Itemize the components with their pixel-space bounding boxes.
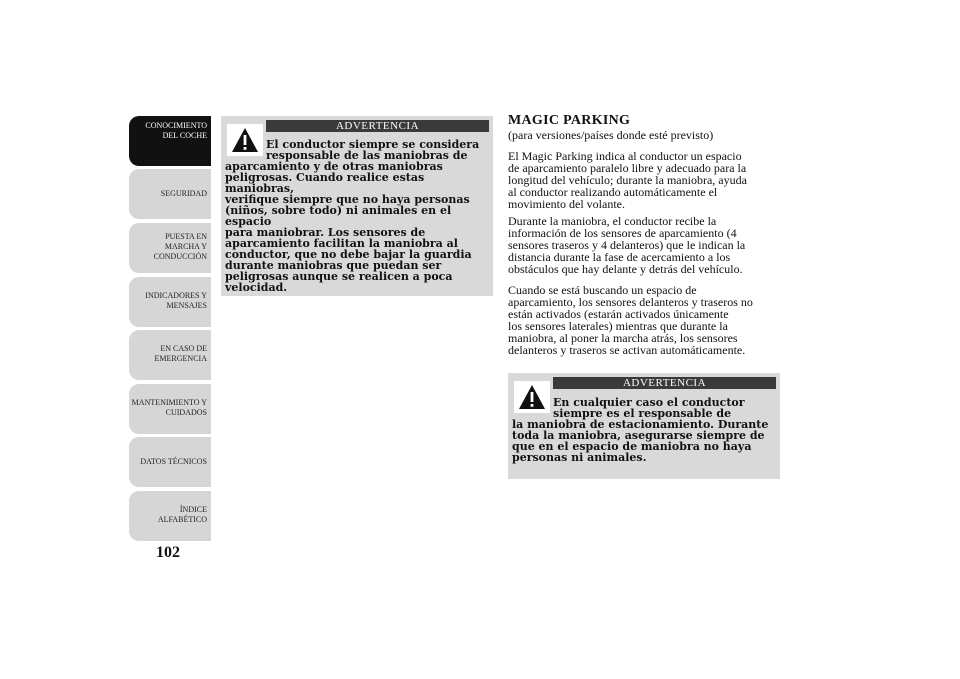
sidebar-item-label: MENSAJES	[166, 301, 207, 310]
sidebar-item-label: ÍNDICE	[179, 505, 207, 514]
paragraph-line: distancia durante la fase de acercamiento a los	[508, 250, 731, 264]
warning-line: verifique siempre que no haya personas	[225, 193, 470, 206]
paragraph-line: Cuando se está buscando un espacio de	[508, 283, 697, 297]
section-title: MAGIC PARKING	[508, 113, 631, 128]
warning-line: para maniobrar. Los sensores de	[225, 226, 426, 239]
warning-line: la maniobra de estacionamiento. Durante	[512, 418, 769, 431]
warning-line: toda la maniobra, asegurarse siempre de	[512, 429, 765, 442]
sidebar-item-label: INDICADORES Y	[145, 291, 207, 300]
sidebar-item-label: ALFABÉTICO	[157, 515, 207, 524]
warning-line: personas ni animales.	[512, 451, 647, 464]
sidebar-item-label: CUIDADOS	[165, 408, 207, 417]
sidebar-item-label: DATOS TÉCNICOS	[140, 457, 207, 466]
paragraph	[508, 150, 784, 210]
sidebar-item-label: CONDUCCIÓN	[153, 252, 207, 261]
warning-line: siempre es el responsable de	[553, 407, 732, 420]
section-subtitle: (para versiones/países donde esté previsto)	[508, 128, 714, 142]
sidebar-item-indice-alfabetico[interactable]	[129, 491, 211, 541]
warning-line: (niños, sobre todo) ni animales en el espacio	[225, 204, 452, 228]
paragraph-line: información de los sensores de aparcamiento (4	[508, 226, 737, 240]
paragraph	[508, 284, 784, 356]
warning-header: ADVERTENCIA	[266, 120, 489, 132]
sidebar-item-datos-tecnicos[interactable]	[129, 437, 211, 487]
paragraph-line: El Magic Parking indica al conductor un espacio	[508, 149, 742, 163]
sidebar-item-indicadores-y-mensajes[interactable]	[129, 277, 211, 327]
warning-text	[512, 397, 778, 463]
warning-line: peligrosas. Cuando realice estas maniobras,	[225, 171, 425, 195]
paragraph-line: obstáculos que hay delante y detrás del vehículo.	[508, 262, 743, 276]
paragraph-line: maniobra, al poner la marcha atrás, los sensores	[508, 331, 738, 345]
warning-line: El conductor siempre se considera	[266, 138, 480, 151]
paragraph-line: Durante la maniobra, el conductor recibe la	[508, 214, 717, 228]
paragraph-line: están activados (estarán activados únicamente	[508, 307, 729, 321]
paragraph-line: los sensores laterales) mientras que durante la	[508, 319, 728, 333]
warning-header: ADVERTENCIA	[553, 377, 776, 389]
warning-text	[225, 139, 491, 293]
warning-line: durante maniobras que puedan ser	[225, 259, 442, 272]
warning-line: responsable de las maniobras de	[266, 149, 468, 162]
warning-line: velocidad.	[225, 281, 288, 294]
sidebar-item-label: DEL COCHE	[162, 131, 207, 140]
sidebar-item-puesta-en-marcha[interactable]	[129, 223, 211, 273]
warning-line: aparcamiento facilitan la maniobra al	[225, 237, 458, 250]
sidebar-item-label: PUESTA EN	[165, 232, 207, 241]
sidebar-item-en-caso-de-emergencia[interactable]	[129, 330, 211, 380]
paragraph-line: sensores traseros y 4 delanteros) que le indican la	[508, 238, 746, 252]
sidebar-item-conocimiento-del-coche[interactable]	[129, 116, 211, 166]
paragraph-line: al conductor realizando automáticamente el	[508, 185, 718, 199]
sidebar-item-mantenimiento-y-cuidados[interactable]	[129, 384, 211, 434]
sidebar-item-seguridad[interactable]	[129, 169, 211, 219]
sidebar-item-label: EN CASO DE	[160, 344, 207, 353]
paragraph-line: delanteros y traseros se activan automáticamente.	[508, 343, 746, 357]
page-number: 102	[156, 544, 180, 561]
sidebar-item-label: CONOCIMIENTO	[145, 121, 207, 130]
warning-box-right	[508, 373, 780, 479]
paragraph	[508, 215, 784, 275]
warning-line: que en el espacio de maniobra no haya	[512, 440, 752, 453]
paragraph-line: de aparcamiento paralelo libre y adecuado para la	[508, 161, 747, 175]
warning-line: conductor, que no debe bajar la guardia	[225, 248, 472, 261]
warning-line: peligrosas aunque se realicen a poca	[225, 270, 453, 283]
sidebar-item-label: SEGURIDAD	[160, 189, 207, 198]
paragraph-line: movimiento del volante.	[508, 197, 625, 211]
warning-box-left	[221, 116, 493, 296]
warning-line: aparcamiento y de otras maniobras	[225, 160, 443, 173]
sidebar-item-label: MARCHA Y	[164, 242, 207, 251]
paragraph-line: longitud del vehículo; durante la maniobra, ayuda	[508, 173, 747, 187]
sidebar-item-label: EMERGENCIA	[154, 354, 207, 363]
warning-line: En cualquier caso el conductor	[553, 396, 745, 409]
paragraph-line: aparcamiento, los sensores delanteros y traseros no	[508, 295, 753, 309]
sidebar-item-label: MANTENIMIENTO Y	[131, 398, 207, 407]
